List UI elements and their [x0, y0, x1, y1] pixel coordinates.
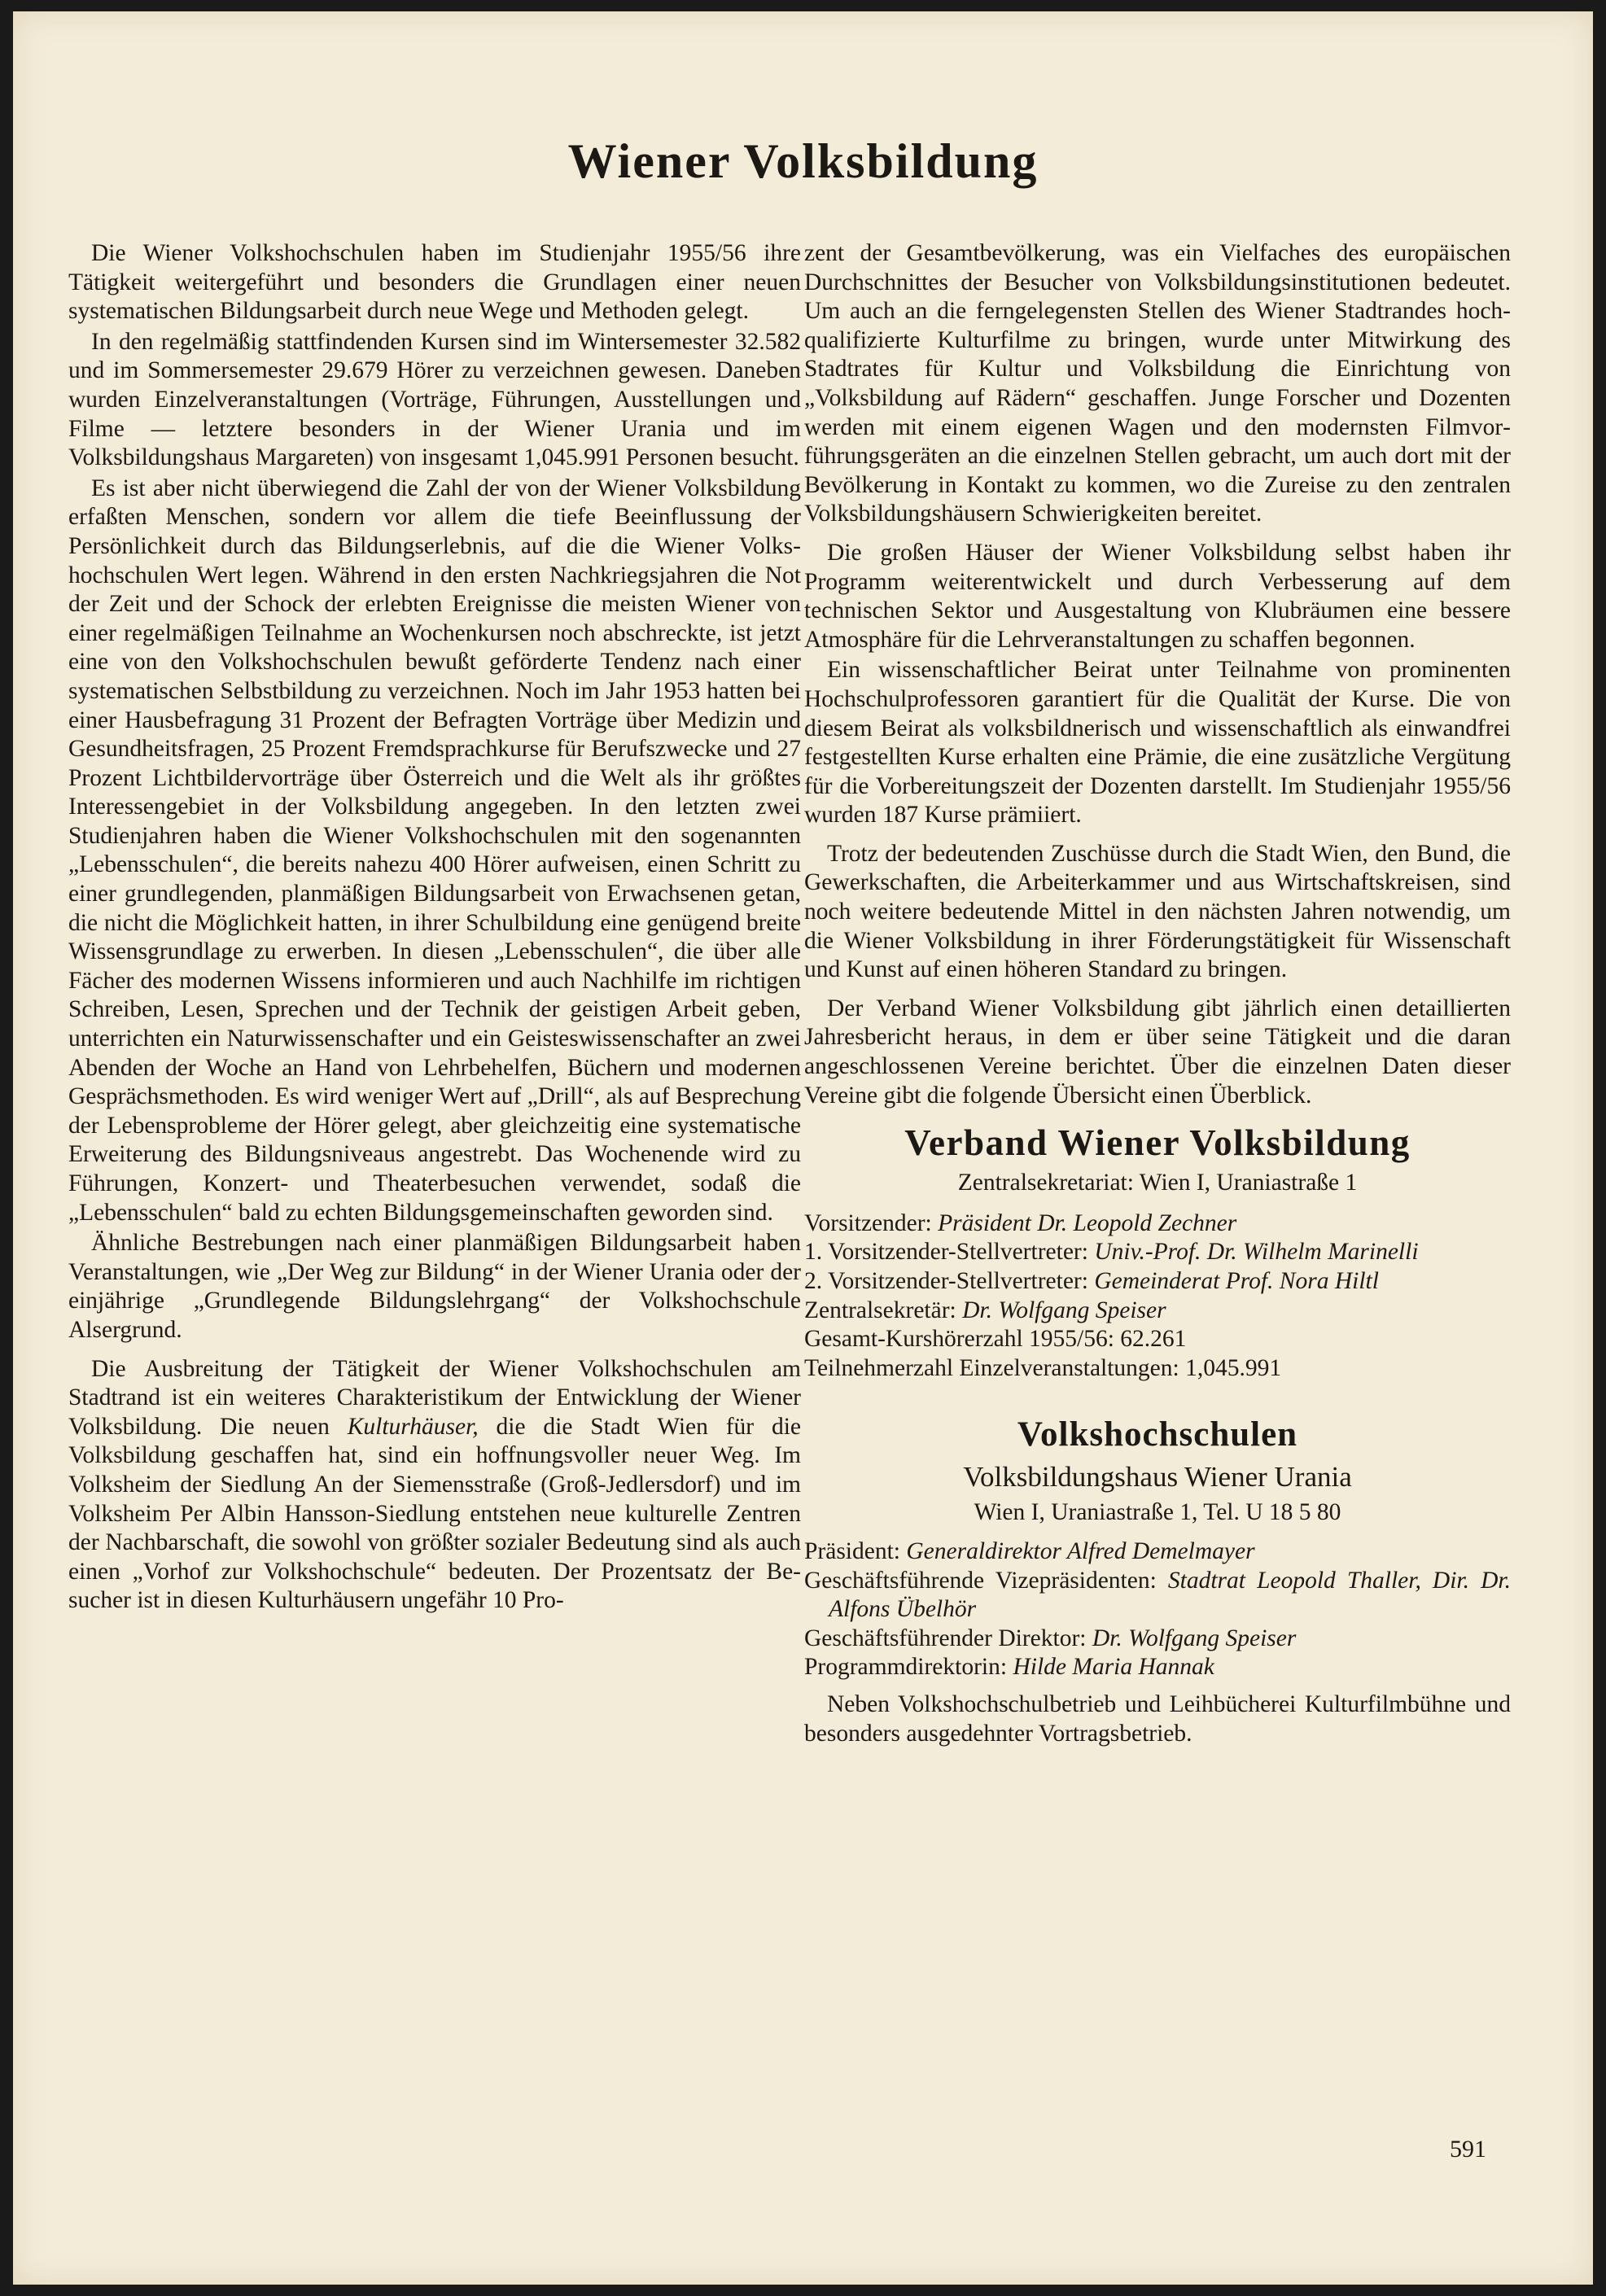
vhs-closing-block — [804, 1690, 1511, 1748]
entry-value: Univ.-Prof. Dr. Wilhelm Marinelli — [1094, 1239, 1419, 1266]
paragraph: Die Wiener Volkshochschulen haben im Studienjahr 1955/56 ihre Tätigkeit weitergeführt und besonders die Grundlagen einer neuen systematischen Bildungsarbeit durch neue Wege und Methoden gelegt. — [68, 240, 801, 325]
verband-course-count: Gesamt-Kurshörerzahl 1955/56: 62.261 — [804, 1326, 1187, 1353]
right-column — [804, 239, 1511, 1758]
verband-heading: Verband Wiener Volksbildung — [904, 1122, 1411, 1164]
vhs-director — [804, 1625, 1511, 1654]
entry-label: 2. Vorsitzender-Stellvertreter: — [804, 1268, 1095, 1294]
paragraph: Es ist aber nicht überwiegend die Zahl der von der Wiener Volksbildung erfaßten Menschen, sondern vor allem die tiefe Beeinflussung der Persönlichkeit durch das Bildungserlebnis, auf die die Wiener Volkshochschulen Wert legen. Während in den ersten Nachkriegsjahren die Not der Zeit und der Schock der erlebten Ereignisse die meisten Wiener von einer regelmäßigen Teilnahme an Wochenkursen noch abschreckte, ist jetzt eine von den Volkshochschulen bewußt geförderte Tendenz nach einer systematischen Selbstbildung zu verzeichnen. Noch im Jahr 1953 hatten bei einer Hausbefragung 31 Prozent der Befragten Vorträge über Medizin und Gesundheitsfragen, 25 Prozent Fremdsprachkurse für Berufszwecke und 27 Prozent Lichtbildervorträge über Österreich und die Welt als ihr größtes Interessengebiet in der Volksbildung angegeben. In den letzten zwei Studienjahren haben die Wiener Volkshochschulen mit den sogenannten „Lebensschulen“, die bereits nahezu 400 Hörer aufweisen, einen Schritt zu einer grundlegenden, planmäßigen Bildungsarbeit von Erwachsenen getan, die nicht die Möglichkeit hatten, in ihrer Schulbildung eine genügend breite Wissensgrundlage zu erwerben. In diesen „Lebensschulen“, die über alle Fächer des modernen Wissens informieren und auch Nachhilfe im richtigen Schreiben, Lesen, Sprechen und der Technik der geistigen Arbeit geben, unterrichten ein Naturwissenschafter und ein Geisteswissenschafter an zwei Abenden der Woche an Hand von Lehrbehelfen, Büchern und modernen Gesprächsmethoden. Es wird weniger Wert auf „Drill“, als auf Besprechung der Lebensprobleme der Hörer gelegt, aber gleichzeitig eine systematische Erweiterung des Bildungsniveaus angestrebt. Das Wochenende wird zu Führungen, Konzert- und Theaterbesuchen verwendet, sodaß die „Lebensschulen“ bald zu echten Bildungsgemeinschaften geworden sind. — [68, 475, 801, 1226]
page — [13, 11, 1593, 2285]
verband-chair — [804, 1209, 1511, 1239]
text-run: die die Stadt Wien für die Volksbildung geschaffen hat, sind ein hoffnungsvoller neuer Weg. Im Volksheim der Siedlung An der Siemensstraße (Groß-Jedlersdorf) und im Volksheim Per Albin Hansson-Siedlung entstehen neue kulturelle Zentren der Nachbarschaft, die sowohl von größter sozialer Bedeutung sind als auch einen „Vorhof zur Volkshochschule“ bedeuten. Der Prozentsatz der Besucher ist in diesen Kulturhäusern ungefähr 10 Pro- — [68, 1413, 801, 1614]
entry-label: Vorsitzender: — [804, 1209, 939, 1236]
entry-label: Geschäftsführende Vizepräsidenten: — [804, 1567, 1168, 1594]
entry-value: Generaldirektor Alfred Demelmayer — [906, 1537, 1255, 1564]
paragraph: Ein wissenschaftlicher Beirat unter Teilnahme von prominenten Hochschulprofessoren garantiert für die Qualität der Kurse. Die von diesem Beirat als volksbildnerisch und wissenschaftlich als einwandfrei festgestellten Kurse erhalten eine Prämie, die eine zusätzliche Vergütung für die Vorbereitungszeit der Dozenten darstellt. Im Studienjahr 1955/56 wurden 187 Kurse prämiiert. — [804, 657, 1511, 829]
vhs-vice-presidents — [804, 1567, 1511, 1625]
entry-value: Stadtrat Leopold Thaller, Dir. Dr. Alfons Übelhör — [829, 1567, 1511, 1623]
paragraph: Die großen Häuser der Wiener Volksbildung selbst haben ihr Programm weiterentwickelt und durch Verbesserung auf dem technischen Sektor und Ausgestaltung von Klubräumen eine bessere Atmosphäre für die Lehrveranstaltungen zu schaffen begonnen. — [804, 539, 1511, 653]
verband-event-count: Teilnehmerzahl Einzelveranstaltungen: 1,045.991 — [804, 1354, 1282, 1381]
verband-secretary — [804, 1297, 1511, 1326]
paragraph: Der Verband Wiener Volksbildung gibt jährlich einen detaillierten Jahresbericht heraus, in dem er über seine Tätigkeit und die daran angeschlossenen Vereine berichtet. Über die einzelnen Daten dieser Vereine gibt die folgende Übersicht einen Überblick. — [804, 995, 1511, 1109]
vhs-subheading: Volksbildungshaus Wiener Urania — [963, 1461, 1352, 1493]
entry-value: Dr. Wolfgang Speiser — [1092, 1625, 1297, 1651]
vhs-heading: Volkshochschulen — [1017, 1415, 1298, 1454]
paragraph — [68, 1355, 801, 1616]
entry-value: Dr. Wolfgang Speiser — [962, 1297, 1166, 1323]
paragraph: Neben Volkshochschulbetrieb und Leihbücherei Kulturfilmbühne und besonders ausgedehnter Vortragsbetrieb. — [804, 1690, 1511, 1747]
vhs-program-director — [804, 1653, 1511, 1682]
left-column — [68, 239, 801, 1625]
entry-label: Präsident: — [804, 1537, 907, 1564]
italic-run: Kulturhäuser, — [347, 1413, 479, 1440]
page-number: 591 — [1450, 2136, 1486, 2163]
paragraph: Trotz der bedeutenden Zuschüsse durch die Stadt Wien, den Bund, die Gewerkschaften, die Arbeiterkammer und aus Wirtschaftskreisen, sind noch weitere bedeutende Mittel in den nächsten Jahren notwendig, um die Wiener Volksbildung in ihrer Förderungstätigkeit für Wissenschaft und Kunst auf einen höheren Standard zu bringen. — [804, 840, 1511, 983]
paragraph: In den regelmäßig stattfindenden Kursen sind im Wintersemester 32.582 und im Sommersemester 29.679 Hörer zu verzeichnen gewesen. Daneben wurden Einzelveranstaltungen (Vorträge, Führungen, Ausstellungen und Filme — letztere besonders in der Wiener Urania und im Volksbildungshaus Margareten) von insgesamt 1,045.991 Personen besucht. — [68, 328, 801, 471]
entry-value: Hilde Maria Hannak — [1013, 1654, 1214, 1681]
entry-label: Programmdirektorin: — [804, 1654, 1013, 1681]
vhs-address: Wien I, Uraniastraße 1, Tel. U 18 5 80 — [974, 1499, 1341, 1526]
vhs-president — [804, 1537, 1511, 1567]
entry-label: 1. Vorsitzender-Stellvertreter: — [804, 1239, 1095, 1266]
paragraph: Ähnliche Bestrebungen nach einer planmäßigen Bildungsarbeit haben Veranstaltungen, wie „Der Weg zur Bildung“ in der Wiener Urania oder der einjährige „Grundlegende Bildungslehrgang“ der Volkshochschule Alsergrund. — [68, 1230, 801, 1343]
verband-deputy-2 — [804, 1267, 1511, 1297]
page-title: Wiener Volksbildung — [567, 134, 1039, 188]
verband-deputy-1 — [804, 1238, 1511, 1267]
entry-value: Gemeinderat Prof. Nora Hiltl — [1094, 1268, 1379, 1294]
entry-value: Präsident Dr. Leopold Zechner — [938, 1209, 1237, 1236]
text-run: Die Ausbreitung der Tätigkeit der Wiener Volkshochschulen am Stadtrand ist ein weiteres Charakteristikum der Entwicklung der Wiener Volksbildung. Die neuen — [68, 1355, 801, 1440]
verband-address: Zentralsekretariat: Wien I, Uraniastraße 1 — [957, 1170, 1358, 1196]
paragraph: zent der Gesamtbevölkerung, was ein Vielfaches des europäischen Durchschnittes der Besucher von Volksbildungsinstitutionen bedeutet. Um auch an die ferngelegensten Stellen des Wiener Stadtrandes hochqualifizierte Kulturfilme zu bringen, wurde unter Mitwirkung des Stadtrates für Kultur und Volksbildung die Einrichtung von „Volksbildung auf Rädern“ geschaffen. Junge Forscher und Dozenten werden mit einem eigenen Wagen und den modernsten Filmvorführungsgeräten an die einzelnen Stellen gebracht, um auch dort mit der Bevölkerung in Kontakt zu kommen, wo die Zureise zu den zentralen Volksbildungshäusern Schwierigkeiten bereitet. — [804, 240, 1511, 527]
entry-label: Zentralsekretär: — [804, 1297, 963, 1323]
entry-label: Geschäftsführender Direktor: — [804, 1625, 1092, 1651]
